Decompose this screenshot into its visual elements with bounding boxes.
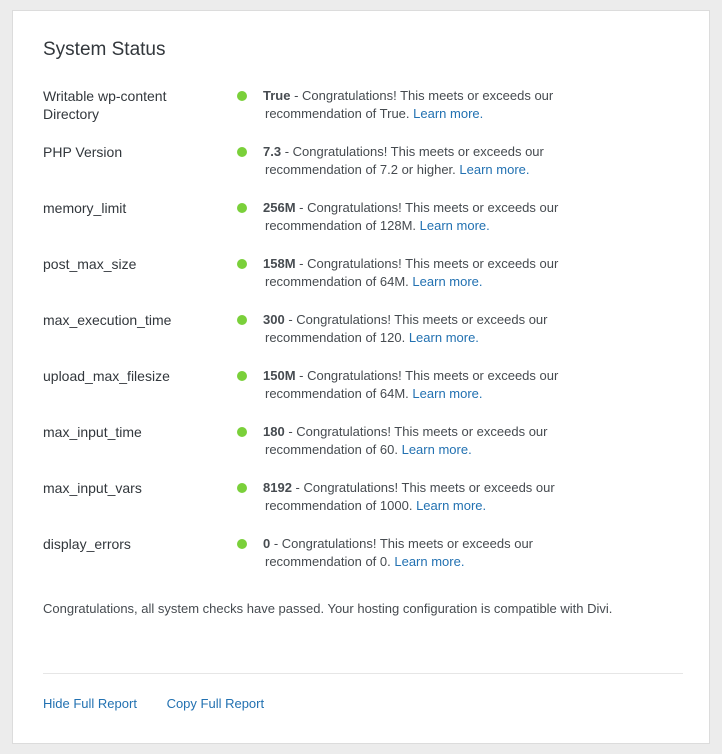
status-ok-icon xyxy=(237,539,247,549)
row-description xyxy=(263,423,595,459)
status-row-max-input-vars xyxy=(43,479,693,535)
divider xyxy=(43,673,683,674)
status-row-upload-max-filesize xyxy=(43,367,693,423)
row-text: - Congratulations! This meets or exceeds our recommendation of 64M. xyxy=(265,368,559,401)
learn-more-link[interactable]: Learn more. xyxy=(412,274,483,289)
row-value: True xyxy=(263,88,291,103)
row-label: upload_max_filesize xyxy=(43,368,170,384)
row-label: post_max_size xyxy=(43,256,137,272)
status-ok-icon xyxy=(237,259,247,269)
row-description xyxy=(263,199,595,235)
status-ok-icon xyxy=(237,427,247,437)
row-label: max_input_vars xyxy=(43,480,142,496)
hide-full-report-link[interactable]: Hide Full Report xyxy=(43,696,137,711)
learn-more-link[interactable]: Learn more. xyxy=(459,162,530,177)
learn-more-link[interactable]: Learn more. xyxy=(412,386,483,401)
row-label: PHP Version xyxy=(43,144,123,160)
copy-full-report-link[interactable]: Copy Full Report xyxy=(166,696,265,711)
row-value: 150M xyxy=(263,368,296,383)
status-ok-icon xyxy=(237,371,247,381)
learn-more-link[interactable]: Learn more. xyxy=(413,106,484,121)
status-row-memory-limit xyxy=(43,199,693,255)
summary-text: Congratulations, all system checks have passed. Your hosting configuration is compatible with Divi. xyxy=(43,601,613,616)
status-row-post-max-size xyxy=(43,255,693,311)
status-ok-icon xyxy=(237,483,247,493)
row-description xyxy=(263,479,595,515)
learn-more-link[interactable]: Learn more. xyxy=(394,554,465,569)
row-value: 256M xyxy=(263,200,296,215)
row-text: - Congratulations! This meets or exceeds our recommendation of 7.2 or higher. xyxy=(265,144,544,177)
row-description xyxy=(263,255,595,291)
system-status-panel xyxy=(12,10,710,744)
row-text: - Congratulations! This meets or exceeds our recommendation of True. xyxy=(265,88,554,121)
row-text: - Congratulations! This meets or exceeds our recommendation of 1000. xyxy=(265,480,555,513)
row-description xyxy=(263,87,595,123)
status-row-display-errors xyxy=(43,535,693,591)
row-description xyxy=(263,535,595,571)
status-row-max-input-time xyxy=(43,423,693,479)
row-description xyxy=(263,311,595,347)
status-ok-icon xyxy=(237,315,247,325)
report-actions xyxy=(43,696,290,711)
row-value: 7.3 xyxy=(263,144,282,159)
row-label: memory_limit xyxy=(43,200,127,216)
row-value: 0 xyxy=(263,536,271,551)
row-label: max_execution_time xyxy=(43,312,172,328)
row-value: 158M xyxy=(263,256,296,271)
row-text: - Congratulations! This meets or exceeds our recommendation of 64M. xyxy=(265,256,559,289)
panel-title: System Status xyxy=(43,39,166,60)
status-row-writable xyxy=(43,87,693,143)
learn-more-link[interactable]: Learn more. xyxy=(401,442,472,457)
status-list xyxy=(43,87,693,591)
row-value: 8192 xyxy=(263,480,292,495)
row-description xyxy=(263,367,595,403)
row-text: - Congratulations! This meets or exceeds our recommendation of 60. xyxy=(265,424,548,457)
status-ok-icon xyxy=(237,203,247,213)
learn-more-link[interactable]: Learn more. xyxy=(419,218,490,233)
row-label: display_errors xyxy=(43,536,131,552)
row-text: - Congratulations! This meets or exceeds our recommendation of 0. xyxy=(265,536,534,569)
row-value: 180 xyxy=(263,424,285,439)
row-description xyxy=(263,143,595,179)
status-ok-icon xyxy=(237,91,247,101)
learn-more-link[interactable]: Learn more. xyxy=(408,330,479,345)
row-text: - Congratulations! This meets or exceeds our recommendation of 128M. xyxy=(265,200,559,233)
row-value: 300 xyxy=(263,312,285,327)
status-ok-icon xyxy=(237,147,247,157)
status-row-php-version xyxy=(43,143,693,199)
learn-more-link[interactable]: Learn more. xyxy=(416,498,487,513)
status-row-max-execution-time xyxy=(43,311,693,367)
row-text: - Congratulations! This meets or exceeds our recommendation of 120. xyxy=(265,312,548,345)
row-label: Writable wp-content Directory xyxy=(43,88,167,122)
row-label: max_input_time xyxy=(43,424,142,440)
